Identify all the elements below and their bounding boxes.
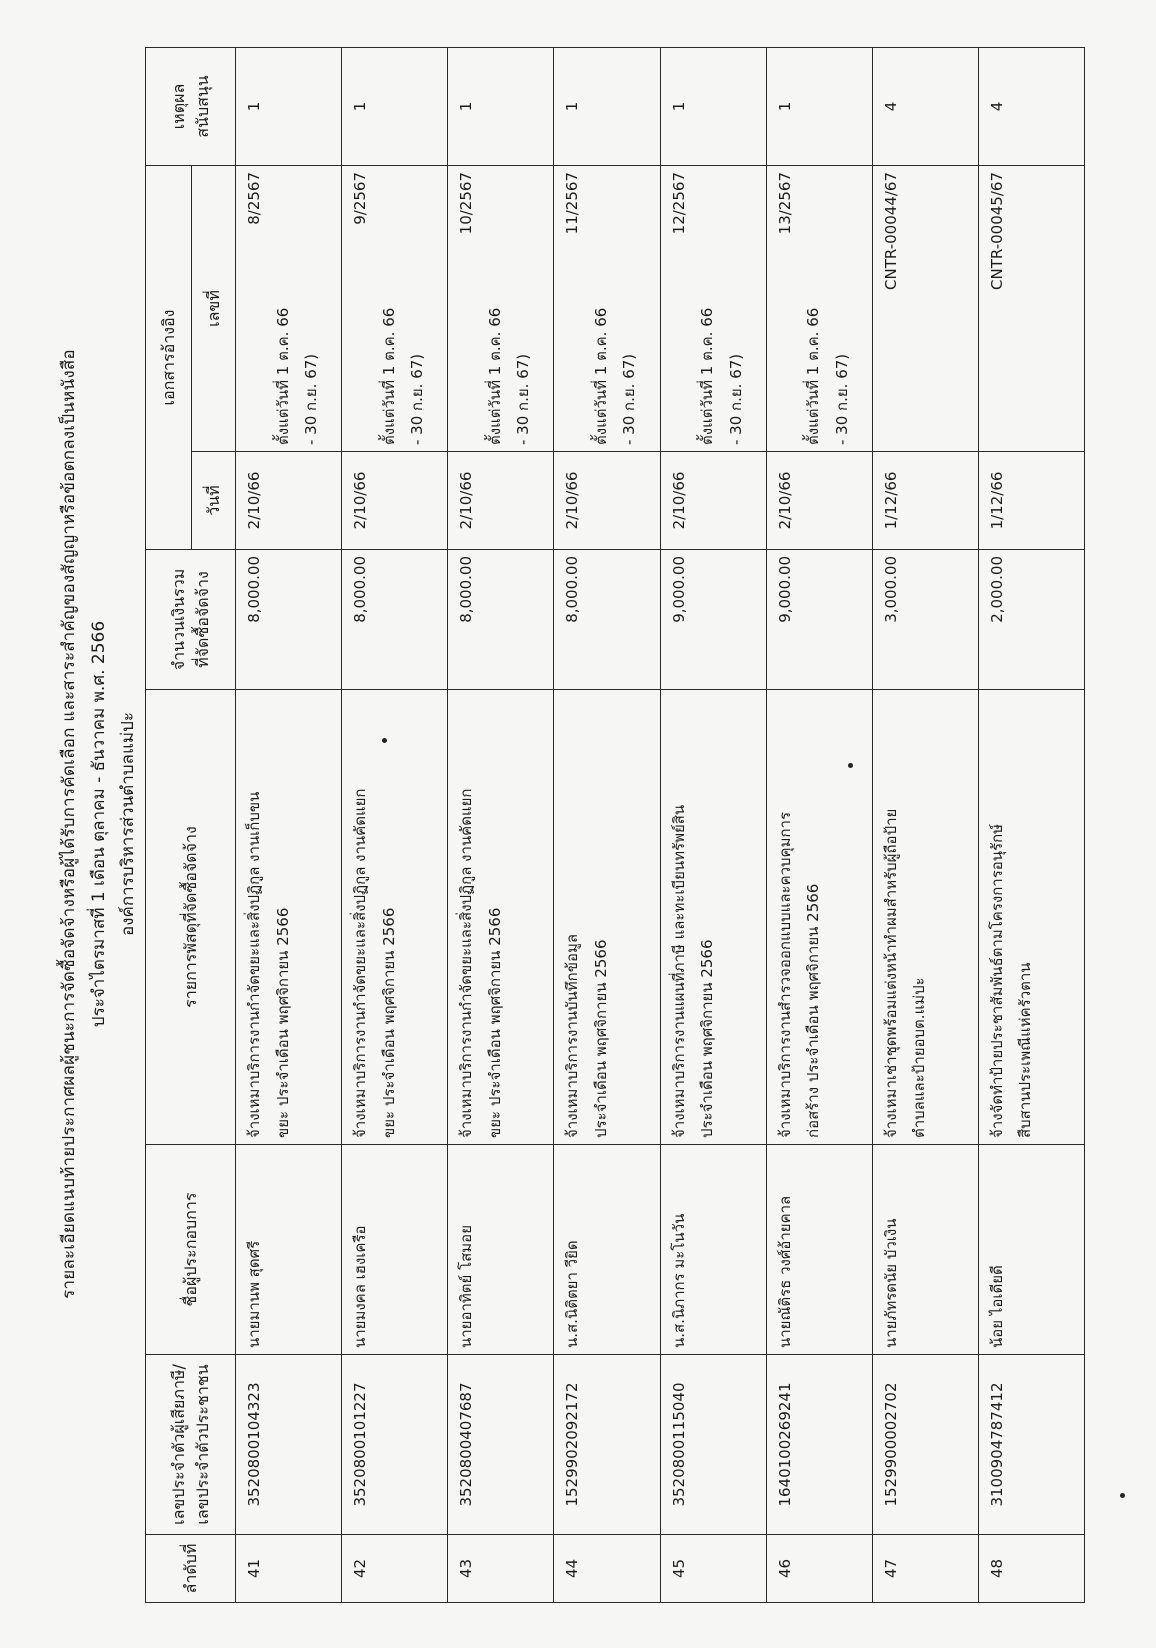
row-doc-number: 10/2567 (457, 172, 476, 235)
row-item-line2: ก่อสร้าง ประจำเดือน พฤศจิกายน 2566 (804, 883, 823, 1138)
row-doc-note1: ตั้งแต่วันที่ 1 ต.ค. 66 (804, 307, 823, 445)
col-tax-id-header-line1: เลขประจำตัวผู้เสียภาษี/ (168, 1364, 188, 1525)
row-vendor: นายณัติรธ วงศ์อ้ายคาล (766, 1145, 872, 1355)
row-doc-number: CNTR-00044/67 (881, 172, 900, 290)
row-doc-no (554, 166, 660, 452)
col-doc-header: เอกสารอ้างอิง (146, 166, 192, 550)
row-vendor: นายมานพ สุดศรี (236, 1145, 342, 1355)
row-doc-note1: ตั้งแต่วันที่ 1 ต.ค. 66 (379, 307, 398, 445)
row-item (766, 690, 872, 1145)
table-row (554, 48, 660, 1603)
row-doc-no (448, 166, 554, 452)
row-tax-id: 3520800104323 (236, 1355, 342, 1535)
table-row (872, 48, 978, 1603)
row-item (978, 690, 1084, 1145)
row-doc-no (342, 166, 448, 452)
row-doc-no (766, 166, 872, 452)
row-reason: 1 (448, 48, 554, 166)
document-title: รายละเอียดแนบท้ายประกาศผลผู้ชนะการจัดซื้อจัดจ้างหรือผู้ได้รับการคัดเลือก และสาระสำคัญของสัญญาหรือข้อตกลงเป็นหนังสือ (59, 349, 79, 1299)
row-doc-note2: - 30 ก.ย. 67) (832, 353, 851, 445)
table-row (236, 48, 342, 1603)
row-no: 46 (766, 1535, 872, 1603)
row-doc-note2: - 30 ก.ย. 67) (302, 353, 320, 445)
row-tax-id: 3100904787412 (978, 1355, 1084, 1535)
col-doc-date-header: วันที่ (192, 452, 236, 550)
stray-dot-mark (1120, 1493, 1125, 1498)
row-doc-date: 1/12/66 (978, 452, 1084, 550)
row-doc-no (872, 166, 978, 452)
row-no: 42 (342, 1535, 448, 1603)
row-item (554, 690, 660, 1145)
row-item-line2: ประจำเดือน พฤศจิกายน 2566 (591, 939, 610, 1138)
row-item-line1: จ้างเหมาบริการงานสำรวจออกแบบและควบคุมการ (775, 811, 794, 1138)
row-vendor: นายภัทรดนัย บัวเงิน (872, 1145, 978, 1355)
stray-dot-mark (848, 763, 853, 768)
row-reason: 1 (342, 48, 448, 166)
row-doc-no (978, 166, 1084, 452)
row-item (872, 690, 978, 1145)
row-doc-note1: ตั้งแต่วันที่ 1 ต.ค. 66 (698, 307, 716, 445)
row-vendor: น.ส.นิติตยา วียิด (554, 1145, 660, 1355)
row-doc-date: 2/10/66 (342, 452, 448, 550)
row-reason: 1 (660, 48, 766, 166)
row-doc-number: 13/2567 (775, 172, 794, 235)
row-tax-id: 1640100269241 (766, 1355, 872, 1535)
row-item-line1: จ้างเหมาบริการงานบันทึกข้อมูล (563, 933, 582, 1138)
row-item-line1: จ้างจัดทำป้ายประชาสัมพันธ์ตามโครงการอนุรักษ์ (987, 823, 1006, 1138)
row-no: 44 (554, 1535, 660, 1603)
row-doc-date: 2/10/66 (660, 452, 766, 550)
table-row (660, 48, 766, 1603)
document-quarter: ประจำไตรมาสที่ 1 เดือน ตุลาคม - ธันวาคม พ.ศ. 2566 (89, 620, 109, 1028)
row-doc-number: 12/2567 (669, 172, 688, 235)
row-item-line2: ตำบลและป้ายอบต.แม่ปะ (910, 977, 929, 1138)
table-row (448, 48, 554, 1603)
row-reason: 1 (236, 48, 342, 166)
row-item-line2: ประจำเดือน พฤศจิกายน 2566 (698, 939, 716, 1138)
row-tax-id: 1529902092172 (554, 1355, 660, 1535)
row-item-line1: จ้างเหมาบริการงานกำจัดขยะและสิ่งปฏิกูล งานเก็บขน (245, 791, 263, 1138)
table-row (978, 48, 1084, 1603)
col-tax-id-header (146, 1355, 236, 1535)
procurement-table (145, 47, 1085, 1603)
row-item-line1: จ้างเหมาบริการงานกำจัดขยะและสิ่งปฏิกูล งานคัดแยก (351, 788, 370, 1138)
row-no: 48 (978, 1535, 1084, 1603)
row-item (342, 690, 448, 1145)
row-amount: 9,000.00 (660, 550, 766, 690)
row-reason: 4 (872, 48, 978, 166)
row-item (448, 690, 554, 1145)
row-reason: 1 (554, 48, 660, 166)
row-doc-date: 2/10/66 (448, 452, 554, 550)
table-header (146, 48, 236, 1603)
row-amount: 8,000.00 (448, 550, 554, 690)
row-doc-note2: - 30 ก.ย. 67) (408, 353, 427, 445)
row-doc-note2: - 30 ก.ย. 67) (726, 353, 745, 445)
row-amount: 8,000.00 (554, 550, 660, 690)
document-organization: องค์การบริหารส่วนตำบลแม่ปะ (118, 711, 138, 937)
row-doc-no (236, 166, 342, 452)
row-item-line2: ขยะ ประจำเดือน พฤศจิกายน 2566 (273, 907, 292, 1138)
row-amount: 2,000.00 (978, 550, 1084, 690)
col-amount-header-line1: จำนวนเงินรวม (168, 568, 188, 671)
row-doc-date: 2/10/66 (554, 452, 660, 550)
col-doc-no-header: เลขที่ (192, 166, 236, 452)
stray-dot-mark (382, 738, 387, 743)
col-amount-header-line2: ที่จัดซื้อจัดจ้าง (192, 571, 212, 668)
row-no: 41 (236, 1535, 342, 1603)
row-no: 47 (872, 1535, 978, 1603)
col-item-header: รายการพัสดุที่จัดซื้อจัดจ้าง (146, 690, 236, 1145)
row-doc-no (660, 166, 766, 452)
row-tax-id: 3520800115040 (660, 1355, 766, 1535)
row-tax-id: 3520800101227 (342, 1355, 448, 1535)
row-item-line2: ขยะ ประจำเดือน พฤศจิกายน 2566 (485, 907, 504, 1138)
row-doc-note1: ตั้งแต่วันที่ 1 ต.ค. 66 (485, 307, 504, 445)
row-doc-number: CNTR-00045/67 (987, 172, 1006, 290)
col-no-header: ลำดับที่ (146, 1535, 236, 1603)
row-vendor: นายอาทิตย์ โสมอย (448, 1145, 554, 1355)
col-reason-header: เหตุผลสนับสนุน (146, 48, 236, 166)
row-doc-note1: ตั้งแต่วันที่ 1 ต.ค. 66 (273, 307, 292, 445)
row-doc-note2: - 30 ก.ย. 67) (514, 353, 533, 445)
col-vendor-header: ชื่อผู้ประกอบการ (146, 1145, 236, 1355)
row-doc-date: 1/12/66 (872, 452, 978, 550)
table-row (766, 48, 872, 1603)
row-no: 45 (660, 1535, 766, 1603)
row-tax-id: 3520800407687 (448, 1355, 554, 1535)
row-vendor: นายมงคล เฮงเครือ (342, 1145, 448, 1355)
row-item (660, 690, 766, 1145)
row-no: 43 (448, 1535, 554, 1603)
row-item-line1: จ้างเหมาเช่าชุดพร้อมแต่งหน้าทำผมสำหรับผู้ถือป้าย (881, 808, 900, 1138)
row-doc-number: 9/2567 (351, 172, 370, 225)
row-amount: 3,000.00 (872, 550, 978, 690)
row-reason: 4 (978, 48, 1084, 166)
row-item-line2: ขยะ ประจำเดือน พฤศจิกายน 2566 (379, 907, 398, 1138)
row-item-line2: สืบสานประเพณีแห่ครัวตาน (1016, 962, 1035, 1138)
row-amount: 8,000.00 (342, 550, 448, 690)
row-vendor: น.ส.นิภากร มะโนวัน (660, 1145, 766, 1355)
row-doc-date: 2/10/66 (236, 452, 342, 550)
row-reason: 1 (766, 48, 872, 166)
col-tax-id-header-line2: เลขประจำตัวประชาชน (192, 1364, 212, 1525)
table-row (342, 48, 448, 1603)
row-amount: 8,000.00 (236, 550, 342, 690)
row-item (236, 690, 342, 1145)
row-amount: 9,000.00 (766, 550, 872, 690)
row-doc-note2: - 30 ก.ย. 67) (620, 353, 639, 445)
row-doc-number: 8/2567 (245, 172, 263, 225)
row-doc-number: 11/2567 (563, 172, 582, 235)
row-item-line1: จ้างเหมาบริการงานแผนที่ภาษี และทะเบียนทรัพย์สิน (669, 804, 688, 1138)
row-doc-date: 2/10/66 (766, 452, 872, 550)
col-amount-header (146, 550, 236, 690)
row-tax-id: 1529900002702 (872, 1355, 978, 1535)
row-doc-note1: ตั้งแต่วันที่ 1 ต.ค. 66 (591, 307, 610, 445)
row-item-line1: จ้างเหมาบริการงานกำจัดขยะและสิ่งปฏิกูล งานคัดแยก (457, 788, 476, 1138)
row-vendor: น้อย ไอเดียดี (978, 1145, 1084, 1355)
